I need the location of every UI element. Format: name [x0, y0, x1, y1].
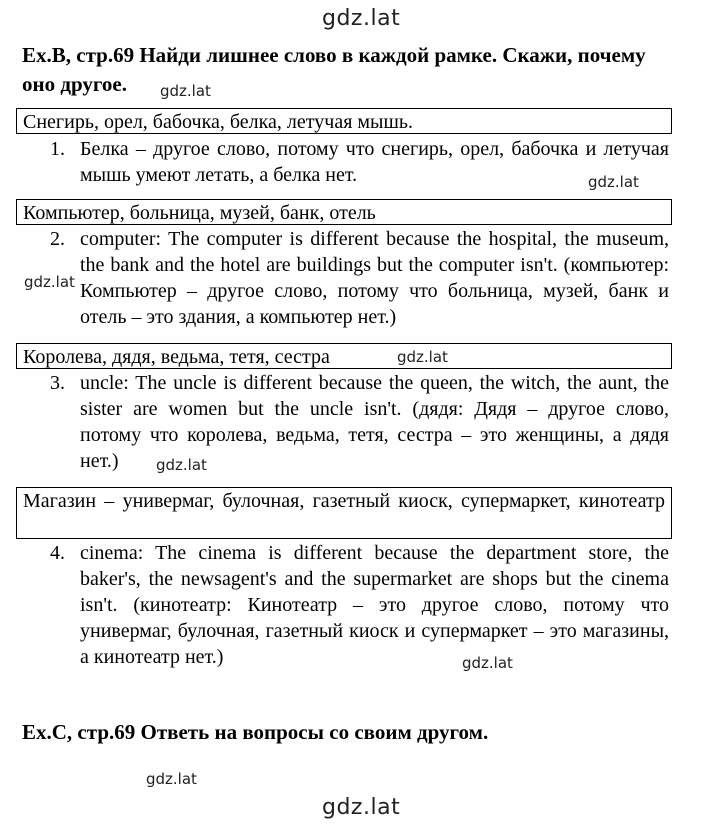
answer-4-number: 4.	[50, 542, 65, 564]
answer-3-text: uncle: The uncle is different because the queen, the witch, the aunt, the sister are women but the uncle isn't. (дядя: Дядя – другое слово, потому что королева, ведьма, тетя, сестра – это женщины, а дядя нет.)	[80, 372, 669, 472]
watermark: gdz.lat	[146, 770, 197, 788]
answer-4	[30, 540, 669, 670]
watermark-bottom: gdz.lat	[322, 795, 401, 820]
answer-1	[30, 136, 669, 188]
exercise-c-heading: Ex.C, стр.69 Ответь на вопросы со своим другом.	[22, 720, 489, 744]
answer-1-number: 1.	[50, 138, 65, 160]
watermark: gdz.lat	[588, 173, 639, 191]
watermark-top: gdz.lat	[322, 6, 401, 31]
word-box-2-text: Компьютер, больница, музей, банк, отель	[23, 202, 376, 224]
watermark: gdz.lat	[156, 456, 207, 474]
answer-2	[30, 226, 669, 330]
watermark: gdz.lat	[24, 273, 75, 291]
word-box-4	[16, 487, 672, 539]
word-box-3-text: Королева, дядя, ведьма, тетя, сестра	[23, 346, 330, 368]
word-box-4-text: Магазин – универмаг, булочная, газетный киоск, супермаркет, кинотеатр	[23, 490, 665, 512]
watermark: gdz.lat	[160, 82, 211, 100]
watermark: gdz.lat	[462, 654, 513, 672]
exercise-b-heading: Ex.B, стр.69 Найди лишнее слово в каждой рамке. Скажи, почему оно другое.	[22, 43, 646, 96]
word-box-2	[16, 199, 672, 225]
answer-3	[30, 370, 669, 474]
word-box-1-text: Снегирь, орел, бабочка, белка, летучая мышь.	[23, 111, 414, 133]
answer-1-text: Белка – другое слово, потому что снегирь, орел, бабочка и летучая мышь умеют летать, а белка нет.	[80, 138, 669, 186]
answer-2-text: computer: The computer is different because the hospital, the museum, the bank and the hotel are buildings but the computer isn't. (компьютер: Компьютер – другое слово, потому что больница, музей, банк и отель – это здания, а компьютер нет.)	[80, 228, 669, 328]
word-box-1	[16, 108, 672, 134]
answer-4-text: cinema: The cinema is different because the department store, the baker's, the newsagent's and the supermarket are shops but the cinema isn't. (кинотеатр: Кинотеатр – это другое слово, потому что универмаг, булочная, газетный киоск и супермаркет – это магазины, а кинотеатр нет.)	[80, 542, 669, 668]
answer-2-number: 2.	[50, 228, 65, 250]
answer-3-number: 3.	[50, 372, 65, 394]
word-box-3	[16, 343, 672, 369]
watermark: gdz.lat	[397, 348, 448, 366]
